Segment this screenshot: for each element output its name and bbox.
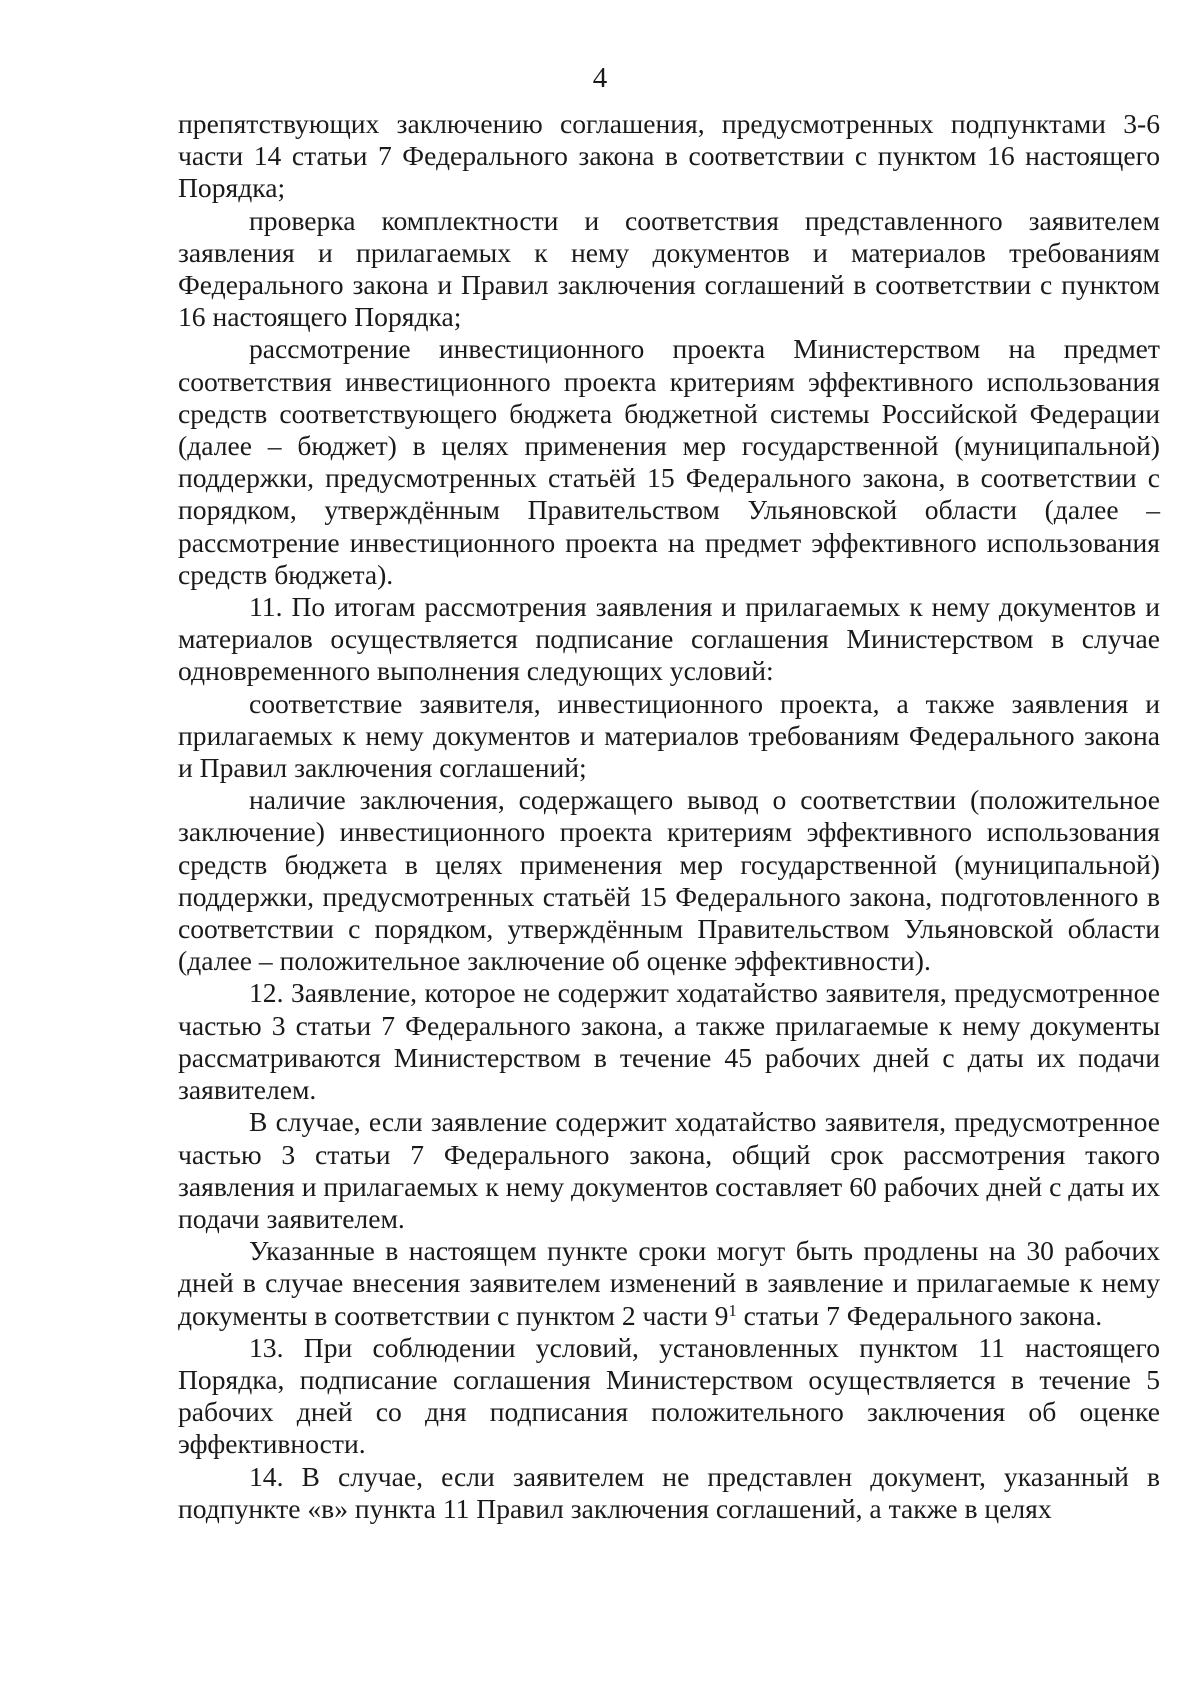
paragraph-project-review: рассмотрение инвестиционного проекта Министерством на предмет соответствия инвестиционного проекта критериям эффективного использования средств соответствующего бюджета бюджетной системы Российской Федерации (далее – бюджет) в целях применения мер государственной (муниципальной) поддержки, предусмотренных статьёй 15 Федерального закона, в соответствии с порядком, утверждённым Правительством Ульяновской области (далее – рассмотрение инвестиционного проекта на предмет эффективного использования средств бюджета). xyxy=(178,333,1160,590)
paragraph-clause-12: 12. Заявление, которое не содержит ходатайство заявителя, предусмотренное частью 3 статьи 7 Федерального закона, а также прилагаемые к нему документы рассматриваются Министерством в течение 45 рабочих дней с даты их подачи заявителем. xyxy=(178,977,1160,1106)
paragraph-petition-case: В случае, если заявление содержит ходатайство заявителя, предусмотренное частью 3 статьи 7 Федерального закона, общий срок рассмотрения такого заявления и прилагаемых к нему документов составляет 60 рабочих дней с даты их подачи заявителем. xyxy=(178,1106,1160,1234)
extension-superscript: 1 xyxy=(728,1300,737,1320)
extension-text-after: статьи 7 Федерального закона. xyxy=(736,1299,1103,1331)
paragraph-clause-11: 11. По итогам рассмотрения заявления и прилагаемых к нему документов и материалов осуществляется подписание соглашения Министерством в случае одновременного выполнения следующих условий: xyxy=(178,591,1160,687)
paragraph-compliance-condition: соответствие заявителя, инвестиционного проекта, а также заявления и прилагаемых к нему документов и материалов требованиям Федерального закона и Правил заключения соглашений; xyxy=(178,687,1160,784)
paragraph-clause-13: 13. При соблюдении условий, установленных пунктом 11 настоящего Порядка, подписание соглашения Министерством осуществляется в течение 5 рабочих дней со дня подписания положительного заключения об оценке эффективности. xyxy=(178,1331,1160,1460)
paragraph-continuation: препятствующих заключению соглашения, предусмотренных подпунктами 3-6 части 14 статьи 7 Федерального закона в соответствии с пунктом 16 настоящего Порядка; xyxy=(178,108,1160,204)
extension-text-before: Указанные в настоящем пункте сроки могут быть продлены на 30 рабочих дней в случае внесения заявителем изменений в заявление и прилагаемые к нему документы в соответствии с пунктом 2 части 9 xyxy=(178,1235,1160,1331)
document-body xyxy=(178,108,1160,1525)
paragraph-completeness-check: проверка комплектности и соответствия представленного заявителем заявления и прилагаемых к нему документов и материалов требованиям Федерального закона и Правил заключения соглашений в соответствии с пунктом 16 настоящего Порядка; xyxy=(178,204,1160,333)
paragraph-conclusion-condition: наличие заключения, содержащего вывод о соответствии (положительное заключение) инвестиционного проекта критериям эффективного использования средств бюджета в целях применения мер государственной (муниципальной) поддержки, предусмотренных статьёй 15 Федерального закона, подготовленного в соответствии с порядком, утверждённым Правительством Ульяновской области (далее – положительное заключение об оценке эффективности). xyxy=(178,784,1160,977)
paragraph-extension xyxy=(178,1235,1160,1332)
paragraph-clause-14: 14. В случае, если заявителем не представлен документ, указанный в подпункте «в» пункта 11 Правил заключения соглашений, а также в целях xyxy=(178,1460,1160,1524)
page-number: 4 xyxy=(592,62,608,94)
